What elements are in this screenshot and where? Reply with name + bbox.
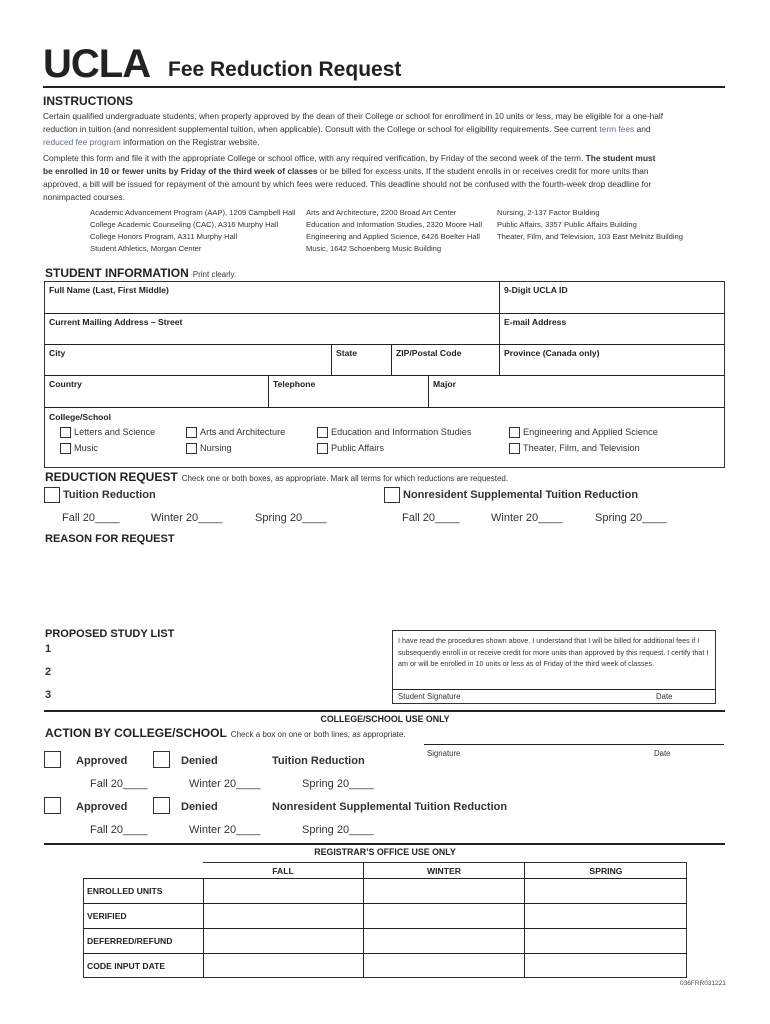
checkbox-icon[interactable]	[384, 487, 400, 503]
registrar-table	[83, 862, 687, 978]
approved-label-1: Approved	[76, 755, 128, 767]
form-code: 036FRR031221	[680, 980, 726, 987]
approved-label-2: Approved	[76, 801, 128, 813]
reduced-fee-program-link[interactable]: reduced fee program	[43, 137, 121, 147]
offices-column-3: Nursing, 2-137 Factor Building Public Affairs, 3357 Public Affairs Building Theater, Film, and Television, 103 East Melnitz Building	[497, 208, 684, 241]
registrar-corner	[83, 862, 203, 878]
offices-column-2: Arts and Architecture, 2200 Broad Art Center Education and Information Studies, 2320 Moore Hall Engineering and Applied Science, 6426 Boelter Hall Music, 1642 Schoenberg Music Building	[306, 208, 483, 253]
checkbox-icon[interactable]	[44, 487, 60, 503]
address-field[interactable]: Current Mailing Address – Street	[49, 317, 183, 327]
checkbox-icon[interactable]	[317, 443, 328, 454]
study-item-1[interactable]: 1	[45, 643, 52, 655]
registrar-row-enrolled: ENROLLED UNITS	[87, 886, 163, 896]
country-field[interactable]: Country	[49, 379, 82, 389]
registrar-col-fall: FALL	[272, 866, 294, 876]
action2-spring[interactable]: Spring 20____	[302, 824, 374, 836]
nonresident-winter-term[interactable]: Winter 20____	[491, 512, 563, 524]
nonresident-spring-term[interactable]: Spring 20____	[595, 512, 667, 524]
header-rule	[43, 86, 725, 88]
denied-checkbox-1[interactable]	[153, 751, 173, 769]
instructions-heading: INSTRUCTIONS	[43, 94, 133, 108]
checkbox-icon[interactable]	[153, 797, 170, 814]
college-option-music[interactable]: Music	[60, 443, 98, 454]
tuition-spring-term[interactable]: Spring 20____	[255, 512, 327, 524]
college-option-engineering[interactable]: Engineering and Applied Science	[509, 427, 658, 438]
registrar-col-winter: WINTER	[427, 866, 461, 876]
registrar-row-code-input: CODE INPUT DATE	[87, 961, 166, 971]
nonresident-reduction-option[interactable]: Nonresident Supplemental Tuition Reduction	[384, 487, 638, 503]
checkbox-icon[interactable]	[60, 427, 71, 438]
college-option-theater[interactable]: Theater, Film, and Television	[509, 443, 640, 454]
student-date-label[interactable]: Date	[656, 692, 673, 701]
denied-checkbox-2[interactable]	[153, 797, 173, 815]
college-use-heading: COLLEGE/SCHOOL USE ONLY	[320, 714, 450, 724]
ucla-logo: UCLA	[43, 42, 151, 86]
telephone-field[interactable]: Telephone	[273, 379, 316, 389]
registrar-row-verified: VERIFIED	[87, 911, 127, 921]
state-field[interactable]: State	[336, 348, 358, 358]
action1-fall[interactable]: Fall 20____	[90, 778, 148, 790]
college-signature-label[interactable]: Signature	[427, 749, 461, 758]
checkbox-icon[interactable]	[509, 427, 520, 438]
study-item-2[interactable]: 2	[45, 666, 52, 678]
certification-text: I have read the procedures shown above. I understand that I will be billed for additional fees if I subsequently enroll in or receive credit for more units than approved by this request. I certify that I am or will be enrolled in 10 units or less as of Friday of the third week of classes.	[398, 636, 709, 668]
college-option-education[interactable]: Education and Information Studies	[317, 427, 471, 438]
term-fees-link[interactable]: term fees	[599, 124, 635, 134]
nonresident-fall-term[interactable]: Fall 20____	[402, 512, 460, 524]
college-option-arts-architecture[interactable]: Arts and Architecture	[186, 427, 285, 438]
form-title: Fee Reduction Request	[168, 58, 402, 81]
registrar-heading: REGISTRAR’S OFFICE USE ONLY	[314, 847, 456, 857]
college-school-label: College/School	[49, 412, 112, 422]
reason-textarea[interactable]	[44, 550, 725, 620]
action-nonresident-label: Nonresident Supplemental Tuition Reduction	[272, 801, 508, 813]
tuition-winter-term[interactable]: Winter 20____	[151, 512, 223, 524]
checkbox-icon[interactable]	[60, 443, 71, 454]
approved-checkbox-1[interactable]	[44, 751, 64, 769]
city-field[interactable]: City	[49, 348, 66, 358]
checkbox-icon[interactable]	[317, 427, 328, 438]
checkbox-icon[interactable]	[509, 443, 520, 454]
email-field[interactable]: E-mail Address	[504, 317, 567, 327]
tuition-reduction-option[interactable]: Tuition Reduction	[44, 487, 156, 503]
study-item-3[interactable]: 3	[45, 689, 52, 701]
instructions-paragraph-1: Certain qualified undergraduate students, when properly approved by the dean of their College or school for enrollment in 10 units or less, may be eligible for a one-half reduction in tuition (and nonresident supplemental tuition, when applicable). Consult with the College or school for eligibility requirements. See current term fees and reduced fee program information on the Registrar website.	[43, 111, 664, 147]
instructions-paragraph-2: Complete this form and file it with the appropriate College or school office, with any required verification, by Friday of the second week of the term. The student must be enrolled in 10 or fewer units by Friday of the third week of classes or be billed for excess units. If the student enrolls in or receives credit for more units than approved, a bill will be issued for repayment of the amount by which fees were reduced. This deadline should not be confused with the fourth-week drop deadline for nonimpacted courses.	[43, 153, 656, 202]
action-tuition-label: Tuition Reduction	[272, 755, 365, 767]
tuition-fall-term[interactable]: Fall 20____	[62, 512, 120, 524]
student-info-heading: STUDENT INFORMATION Print clearly.	[45, 266, 237, 280]
checkbox-icon[interactable]	[44, 751, 61, 768]
reduction-heading: REDUCTION REQUEST Check one or both boxes, as appropriate. Mark all terms for which reductions are requested.	[45, 470, 509, 484]
student-info-table	[44, 281, 725, 468]
approved-checkbox-2[interactable]	[44, 797, 64, 815]
college-option-letters-science[interactable]: Letters and Science	[60, 427, 155, 438]
province-field[interactable]: Province (Canada only)	[504, 348, 600, 358]
action1-winter[interactable]: Winter 20____	[189, 778, 261, 790]
college-use-rule	[44, 710, 725, 712]
major-field[interactable]: Major	[433, 379, 456, 389]
denied-label-2: Denied	[181, 801, 218, 813]
offices-column-1: Academic Advancement Program (AAP), 1209 Campbell Hall College Academic Counseling (CAC), A316 Murphy Hall College Honors Program, A311 Murphy Hall Student Athletics, Morgan Center	[90, 208, 296, 253]
denied-label-1: Denied	[181, 755, 218, 767]
reason-heading: REASON FOR REQUEST	[45, 533, 175, 545]
action-heading: ACTION BY COLLEGE/SCHOOL Check a box on one or both lines, as appropriate.	[45, 726, 406, 740]
registrar-col-spring: SPRING	[589, 866, 623, 876]
registrar-row-deferred: DEFERRED/REFUND	[87, 936, 173, 946]
checkbox-icon[interactable]	[186, 443, 197, 454]
checkbox-icon[interactable]	[186, 427, 197, 438]
registrar-rule	[44, 843, 725, 845]
college-option-public-affairs[interactable]: Public Affairs	[317, 443, 384, 454]
college-option-nursing[interactable]: Nursing	[186, 443, 232, 454]
student-signature-label[interactable]: Student Signature	[398, 692, 461, 701]
checkbox-icon[interactable]	[153, 751, 170, 768]
full-name-field[interactable]: Full Name (Last, First Middle)	[49, 285, 169, 295]
ucla-id-field[interactable]: 9-Digit UCLA ID	[504, 285, 568, 295]
college-date-label[interactable]: Date	[654, 749, 671, 758]
checkbox-icon[interactable]	[44, 797, 61, 814]
study-list-heading: PROPOSED STUDY LIST	[45, 628, 175, 640]
zip-field[interactable]: ZIP/Postal Code	[396, 348, 462, 358]
action1-spring[interactable]: Spring 20____	[302, 778, 374, 790]
action2-winter[interactable]: Winter 20____	[189, 824, 261, 836]
action2-fall[interactable]: Fall 20____	[90, 824, 148, 836]
